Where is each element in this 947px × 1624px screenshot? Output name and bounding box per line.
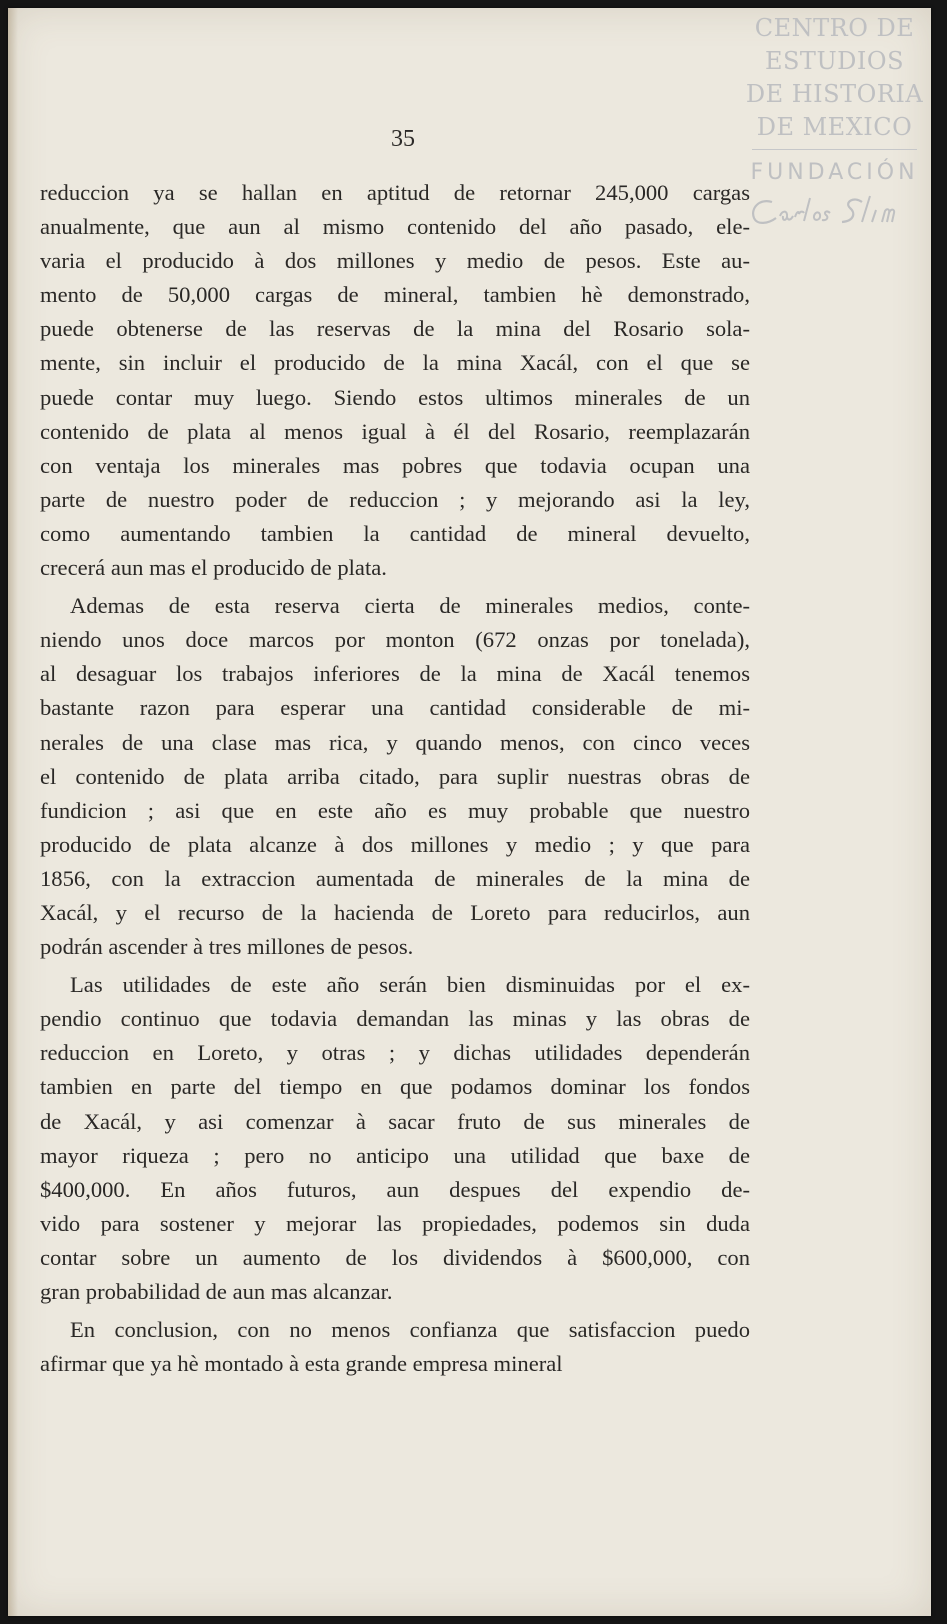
text-line: 1856, con la extraccion aumentada de minerales de la mina de <box>40 865 750 891</box>
paragraph <box>40 1313 750 1381</box>
text-line: el contenido de plata arriba citado, para suplir nuestras obras de <box>40 763 750 789</box>
text-line: producido de plata alcanze à dos millones y medio ; y que para <box>40 831 750 857</box>
text-line: gran probabilidad de aun mas alcanzar. <box>40 1279 393 1304</box>
text-line: En conclusion, con no menos confianza que satisfaccion puedo <box>70 1317 750 1343</box>
text-line: vido para sostener y mejorar las propiedades, podemos sin duda <box>40 1210 750 1236</box>
text-line: Las utilidades de este año serán bien disminuidas por el ex- <box>70 972 750 998</box>
text-line: tambien en parte del tiempo en que podamos dominar los fondos <box>40 1074 750 1100</box>
paragraph <box>40 589 750 964</box>
text-line: contenido de plata al menos igual à él del Rosario, reemplazarán <box>40 418 750 444</box>
paragraph <box>40 968 750 1309</box>
text-line: crecerá aun mas el producido de plata. <box>40 555 387 581</box>
text-line: mento de 50,000 cargas de mineral, tambien hè demonstrado, <box>40 282 750 308</box>
text-line: niendo unos doce marcos por monton (672 onzas por tonelada), <box>40 627 750 653</box>
text-line: contar sobre un aumento de los dividendos à $600,000, con <box>40 1244 750 1270</box>
document-body <box>40 176 750 1385</box>
text-line: bastante razon para esperar una cantidad considerable de mi- <box>40 695 750 721</box>
watermark-line-2: ESTUDIOS <box>764 47 905 75</box>
text-line: puede contar muy luego. Siendo estos ultimos minerales de un <box>40 384 750 410</box>
text-line: como aumentando tambien la cantidad de mineral devuelto, <box>40 520 750 546</box>
page-number: 35 <box>391 126 415 152</box>
text-line: anualmente, que aun al mismo contenido del año pasado, ele- <box>40 214 750 240</box>
text-line: afirmar que ya hè montado à esta grande empresa mineral <box>40 1351 563 1377</box>
text-line: Ademas de esta reserva cierta de minerales medios, conte- <box>70 593 750 619</box>
text-line: reduccion en Loreto, y otras ; y dichas utilidades dependerán <box>40 1040 750 1066</box>
watermark-line-3: DE HISTORIA <box>745 80 924 108</box>
text-line: puede obtenerse de las reservas de la mina del Rosario sola- <box>40 316 750 342</box>
text-line: de Xacál, y asi comenzar à sacar fruto de sus minerales de <box>40 1108 750 1134</box>
text-line: nerales de una clase mas rica, y quando menos, con cinco veces <box>40 729 750 755</box>
text-line: mayor riqueza ; pero no anticipo una utilidad que baxe de <box>40 1142 750 1168</box>
watermark-line-4: DE MEXICO <box>756 113 913 141</box>
watermark-foundation: FUNDACIÓN <box>750 160 919 185</box>
text-line: pendio continuo que todavia demandan las minas y las obras de <box>40 1006 750 1032</box>
text-line: al desaguar los trabajos inferiores de la mina de Xacál tenemos <box>40 661 750 687</box>
text-line: con ventaja los minerales mas pobres que todavia ocupan una <box>40 452 750 478</box>
paragraph <box>40 176 750 585</box>
text-line: parte de nuestro poder de reduccion ; y mejorando asi la ley, <box>40 486 750 512</box>
document-page <box>8 8 931 1616</box>
signature-logo <box>742 190 927 232</box>
text-line: mente, sin incluir el producido de la mina Xacál, con el que se <box>40 350 750 376</box>
text-line: Xacál, y el recurso de la hacienda de Loreto para reducirlos, aun <box>40 899 750 925</box>
text-line: $400,000. En años futuros, aun despues del expendio de- <box>40 1176 750 1202</box>
text-line: podrán ascender à tres millones de pesos. <box>40 934 414 960</box>
text-line: varia el producido à dos millones y medio de pesos. Este au- <box>40 248 750 274</box>
archive-watermark <box>742 12 927 232</box>
text-line: reduccion ya se hallan en aptitud de retornar 245,000 cargas <box>40 180 750 205</box>
watermark-line-1: CENTRO DE <box>754 14 915 42</box>
text-line: fundicion ; asi que en este año es muy probable que nuestro <box>40 797 750 823</box>
